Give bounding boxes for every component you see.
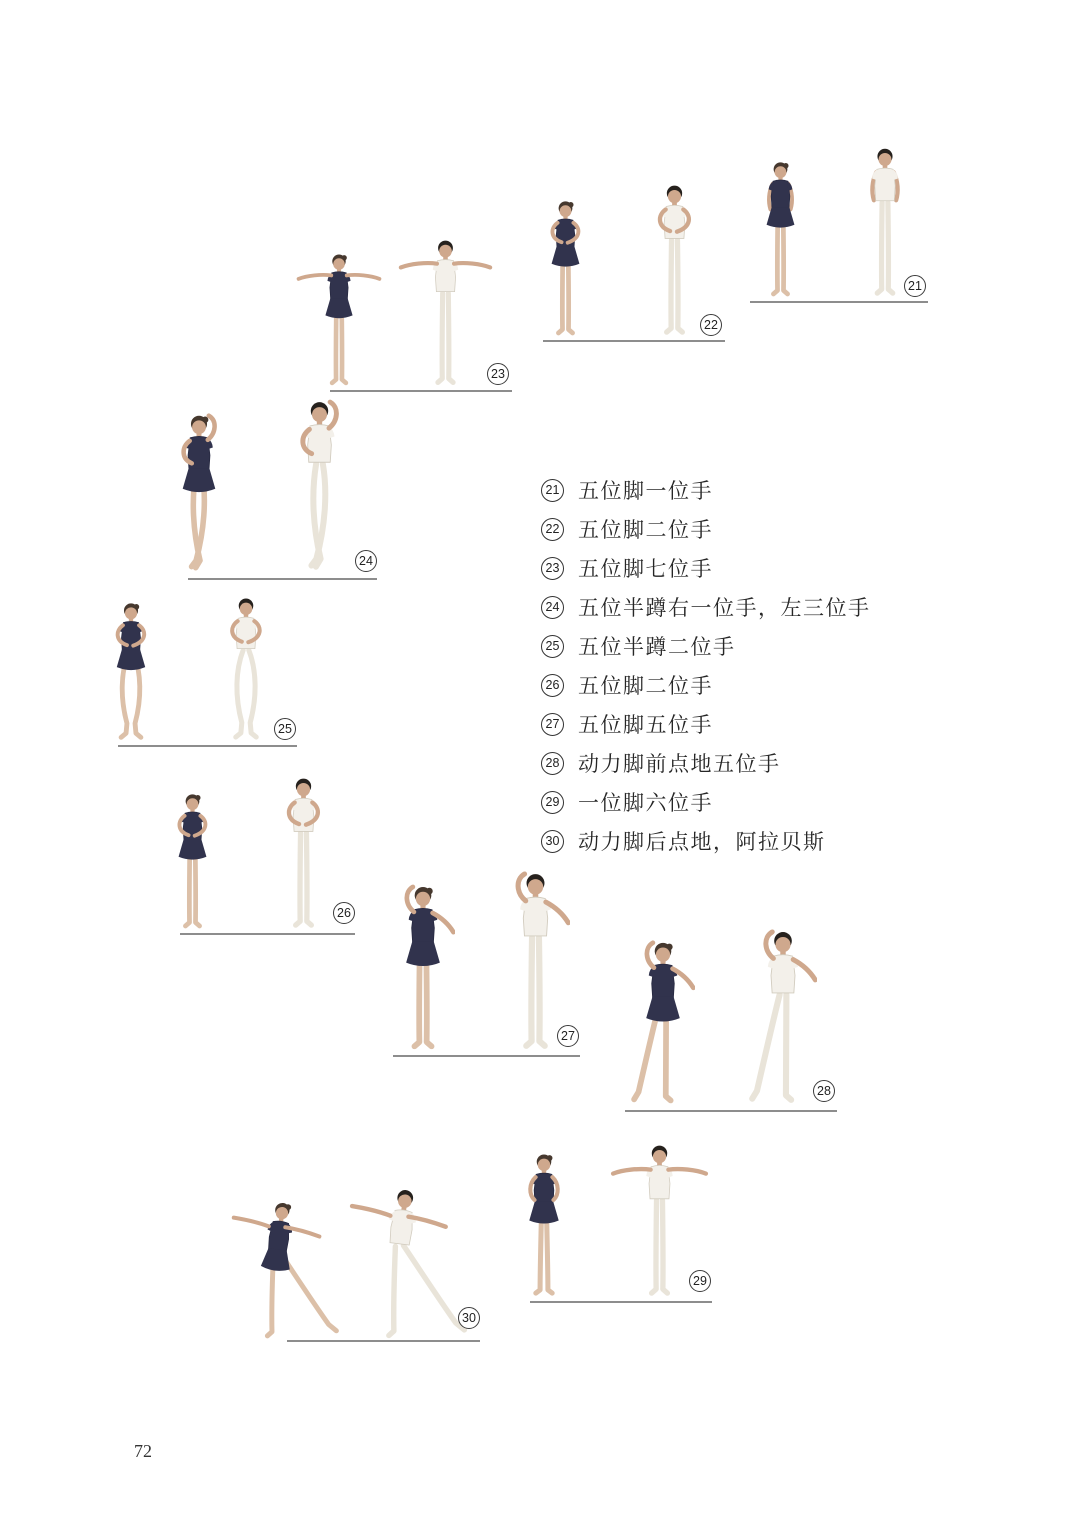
legend-item	[541, 556, 871, 580]
figure-group-24	[188, 398, 377, 580]
legend-item	[541, 673, 871, 697]
figure-group-30	[287, 1170, 480, 1342]
figure-group-26	[180, 777, 355, 935]
figure-group-28	[625, 928, 837, 1112]
ground-line	[543, 340, 725, 342]
legend-number: 24	[541, 596, 564, 619]
ground-line	[180, 933, 355, 935]
legend-label: 五位脚一位手	[578, 479, 713, 503]
legend-item	[541, 829, 871, 853]
ground-line	[625, 1110, 837, 1112]
figure-number-badge: 23	[487, 363, 509, 385]
legend-label: 五位半蹲右一位手，左三位手	[578, 596, 871, 620]
figure-number-badge: 26	[333, 902, 355, 924]
figure-group-27	[393, 871, 580, 1057]
figure-number-badge: 24	[355, 550, 377, 572]
legend-number: 27	[541, 713, 564, 736]
figure-number-badge: 21	[904, 275, 926, 297]
ground-line	[750, 301, 928, 303]
female-dancer-illustration	[391, 884, 455, 1055]
legend-item	[541, 478, 871, 502]
legend-number: 26	[541, 674, 564, 697]
figure-group-29	[530, 1138, 712, 1303]
female-dancer-illustration	[104, 601, 158, 745]
legend-item	[541, 790, 871, 814]
legend-number: 30	[541, 830, 564, 853]
legend-label: 一位脚六位手	[578, 791, 713, 815]
ground-line	[188, 578, 377, 580]
legend-number: 21	[541, 479, 564, 502]
male-dancer-illustration	[286, 399, 353, 578]
female-dancer-illustration	[631, 940, 695, 1110]
male-dancer-illustration	[749, 929, 817, 1110]
position-legend	[541, 478, 871, 868]
figure-number-badge: 30	[458, 1307, 480, 1329]
legend-item	[541, 712, 871, 736]
male-dancer-illustration	[218, 596, 274, 745]
legend-label: 五位脚二位手	[578, 518, 713, 542]
page-number: 72	[134, 1441, 152, 1461]
figure-number-badge: 29	[689, 1270, 711, 1292]
legend-label: 五位脚七位手	[578, 557, 713, 581]
figure-number-badge: 25	[274, 718, 296, 740]
legend-label: 五位脚五位手	[578, 713, 713, 737]
figure-number-badge: 27	[557, 1025, 579, 1047]
female-dancer-illustration	[166, 792, 219, 933]
figure-group-23	[330, 230, 512, 392]
legend-number: 28	[541, 752, 564, 775]
female-dancer-illustration	[516, 1152, 572, 1301]
legend-item	[541, 595, 871, 619]
male-dancer-illustration	[645, 183, 704, 340]
legend-label: 动力脚后点地，阿拉贝斯	[578, 830, 826, 854]
legend-label: 动力脚前点地五位手	[578, 752, 781, 776]
ground-line	[118, 745, 297, 747]
figure-group-25	[118, 597, 297, 747]
male-dancer-illustration	[398, 238, 493, 390]
legend-number: 22	[541, 518, 564, 541]
legend-item	[541, 517, 871, 541]
legend-item	[541, 751, 871, 775]
legend-number: 25	[541, 635, 564, 658]
figure-group-22	[543, 178, 725, 342]
male-dancer-illustration	[856, 146, 914, 301]
legend-label: 五位脚二位手	[578, 674, 713, 698]
female-dancer-illustration	[754, 160, 807, 301]
ground-line	[330, 390, 512, 392]
ground-line	[287, 1340, 480, 1342]
legend-number: 29	[541, 791, 564, 814]
figure-number-badge: 22	[700, 314, 722, 336]
ground-line	[530, 1301, 712, 1303]
figure-group-21	[750, 142, 928, 303]
female-dancer-illustration	[229, 1202, 349, 1340]
legend-label: 五位半蹲二位手	[578, 635, 736, 659]
legend-number: 23	[541, 557, 564, 580]
female-dancer-illustration	[296, 252, 382, 390]
female-dancer-illustration	[539, 199, 592, 340]
female-dancer-illustration	[168, 413, 230, 578]
legend-item	[541, 634, 871, 658]
figure-number-badge: 28	[813, 1080, 835, 1102]
male-dancer-illustration	[274, 776, 333, 933]
ground-line	[393, 1055, 580, 1057]
